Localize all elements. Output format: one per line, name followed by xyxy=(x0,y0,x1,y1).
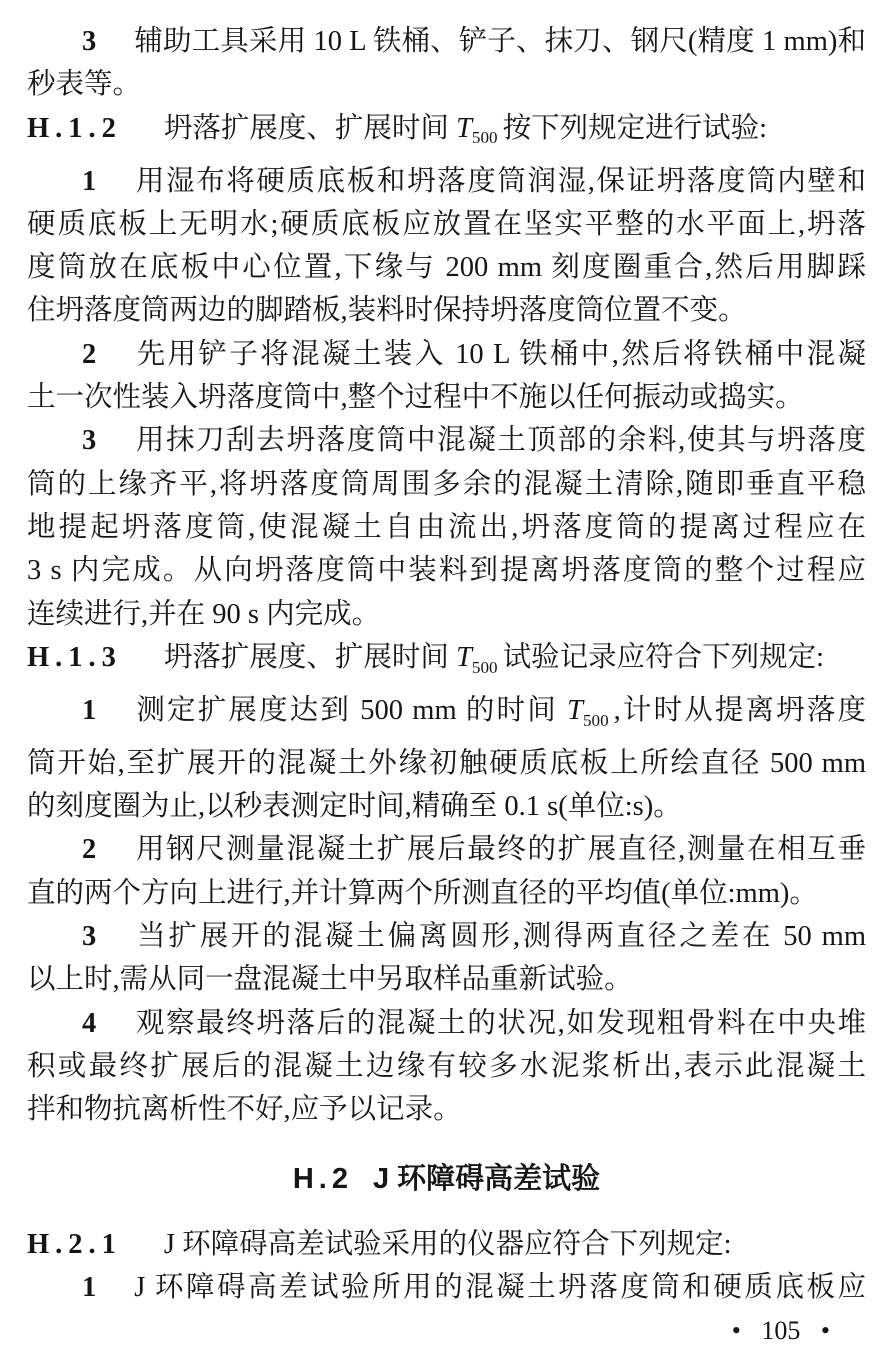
item-number: 3 xyxy=(82,425,97,457)
text-segment: 直的两个方向上进行,并计算两个所测直径的平均值(单位:mm)。 xyxy=(27,877,818,909)
numbered-item-line xyxy=(27,419,866,462)
clause-heading-line xyxy=(27,1223,866,1266)
clause-heading-line xyxy=(27,107,866,160)
numbered-item-line xyxy=(27,689,866,742)
item-number: 1 xyxy=(82,694,97,726)
numbered-item-line xyxy=(27,1002,866,1045)
item-number: 1 xyxy=(82,165,97,197)
clause-number: H.2.1 xyxy=(27,1228,122,1260)
text-segment: 筒开始,至扩展开的混凝土外缘初触硬质底板上所绘直径 500 mm xyxy=(27,747,866,779)
numbered-item-line xyxy=(27,20,866,63)
page-number: • 105 • xyxy=(731,1316,830,1346)
text-segment: 先用铲子将混凝土装入 10 L 铁桶中,然后将铁桶中混凝 xyxy=(134,338,866,370)
math-variable-T: T xyxy=(567,694,583,726)
text-segment: 的刻度圈为止,以秒表测定时间,精确至 0.1 s(单位:s)。 xyxy=(27,791,682,823)
text-segment: 用湿布将硬质底板和坍落度筒润湿,保证坍落度筒内壁和 xyxy=(134,165,866,197)
text-line xyxy=(27,593,866,636)
item-number: 2 xyxy=(82,834,97,866)
text-segment: 测定扩展度达到 500 mm 的时间 xyxy=(134,694,568,726)
text-segment: 积或最终扩展后的混凝土边缘有较多水泥浆析出,表示此混凝土 xyxy=(27,1050,866,1082)
text-segment: 拌和物抗离析性不好,应予以记录。 xyxy=(27,1094,462,1126)
text-line xyxy=(27,1045,866,1088)
numbered-item-line xyxy=(27,915,866,958)
text-segment: 坍落扩展度、扩展时间 xyxy=(163,112,457,144)
text-line xyxy=(27,872,866,915)
text-line xyxy=(27,549,866,592)
math-subscript: 500 xyxy=(583,710,609,730)
text-line xyxy=(27,742,866,785)
text-segment: 辅助工具采用 10 L 铁桶、铲子、抹刀、钢尺(精度 1 mm)和 xyxy=(134,26,866,57)
item-number: 1 xyxy=(82,1272,97,1304)
item-number: 3 xyxy=(82,26,97,57)
text-segment: 土一次性装入坍落度筒中,整个过程中不施以任何振动或捣实。 xyxy=(27,382,804,414)
numbered-item-line xyxy=(27,828,866,871)
text-line xyxy=(27,376,866,419)
text-line xyxy=(27,785,866,828)
text-segment: 用钢尺测量混凝土扩展后最终的扩展直径,测量在相互垂 xyxy=(134,834,866,866)
text-segment: J 环障碍高差试验 xyxy=(372,1163,601,1196)
item-number: 4 xyxy=(82,1007,97,1039)
text-segment: 度筒放在底板中心位置,下缘与 200 mm 刻度圈重合,然后用脚踩 xyxy=(27,252,866,284)
numbered-item-line xyxy=(27,160,866,203)
document-content xyxy=(27,20,866,1309)
text-segment: 坍落扩展度、扩展时间 xyxy=(163,641,457,673)
math-subscript: 500 xyxy=(471,657,498,677)
section-heading xyxy=(27,1158,866,1201)
math-variable-T: T xyxy=(456,641,472,673)
text-line xyxy=(27,1088,866,1131)
clause-number: H.1.3 xyxy=(27,641,122,673)
text-line xyxy=(27,289,866,332)
numbered-item-line xyxy=(27,333,866,376)
numbered-item-line xyxy=(27,1266,866,1309)
section-number: H.2 xyxy=(292,1163,353,1196)
text-line xyxy=(27,63,866,106)
math-variable-T: T xyxy=(456,112,472,144)
text-segment: 用抹刀刮去坍落度筒中混凝土顶部的余料,使其与坍落度 xyxy=(134,425,866,457)
text-line xyxy=(27,506,866,549)
text-segment: J 环障碍高差试验采用的仪器应符合下列规定: xyxy=(163,1228,732,1260)
text-segment: 地提起坍落度筒,使混凝土自由流出,坍落度筒的提离过程应在 xyxy=(27,511,866,543)
text-segment: 3 s 内完成。从向坍落度筒中装料到提离坍落度筒的整个过程应 xyxy=(27,555,866,587)
text-line xyxy=(27,203,866,246)
text-line xyxy=(27,463,866,506)
text-segment: 按下列规定进行试验: xyxy=(502,112,767,144)
clause-heading-line xyxy=(27,636,866,689)
text-segment: J 环障碍高差试验所用的混凝土坍落度筒和硬质底板应 xyxy=(134,1272,866,1304)
text-segment: 筒的上缘齐平,将坍落度筒周围多余的混凝土清除,随即垂直平稳 xyxy=(27,468,866,500)
item-number: 2 xyxy=(82,338,97,370)
text-segment: 连续进行,并在 90 s 内完成。 xyxy=(27,598,381,630)
text-segment: 秒表等。 xyxy=(27,69,142,101)
text-segment: 当扩展开的混凝土偏离圆形,测得两直径之差在 50 mm xyxy=(134,921,866,952)
math-subscript: 500 xyxy=(471,128,498,148)
clause-number: H.1.2 xyxy=(27,112,122,144)
text-segment: 观察最终坍落后的混凝土的状况,如发现粗骨料在中央堆 xyxy=(134,1007,866,1039)
text-segment: 住坍落度筒两边的脚踏板,装料时保持坍落度筒位置不变。 xyxy=(27,295,747,327)
text-segment: 以上时,需从同一盘混凝土中另取样品重新试验。 xyxy=(27,964,633,996)
text-line xyxy=(27,958,866,1001)
text-segment: 试验记录应符合下列规定: xyxy=(502,641,824,673)
item-number: 3 xyxy=(82,921,97,952)
text-segment: 硬质底板上无明水;硬质底板应放置在坚实平整的水平面上,坍落 xyxy=(27,208,866,240)
text-line xyxy=(27,246,866,289)
text-segment: ,计时从提离坍落度 xyxy=(613,694,866,726)
